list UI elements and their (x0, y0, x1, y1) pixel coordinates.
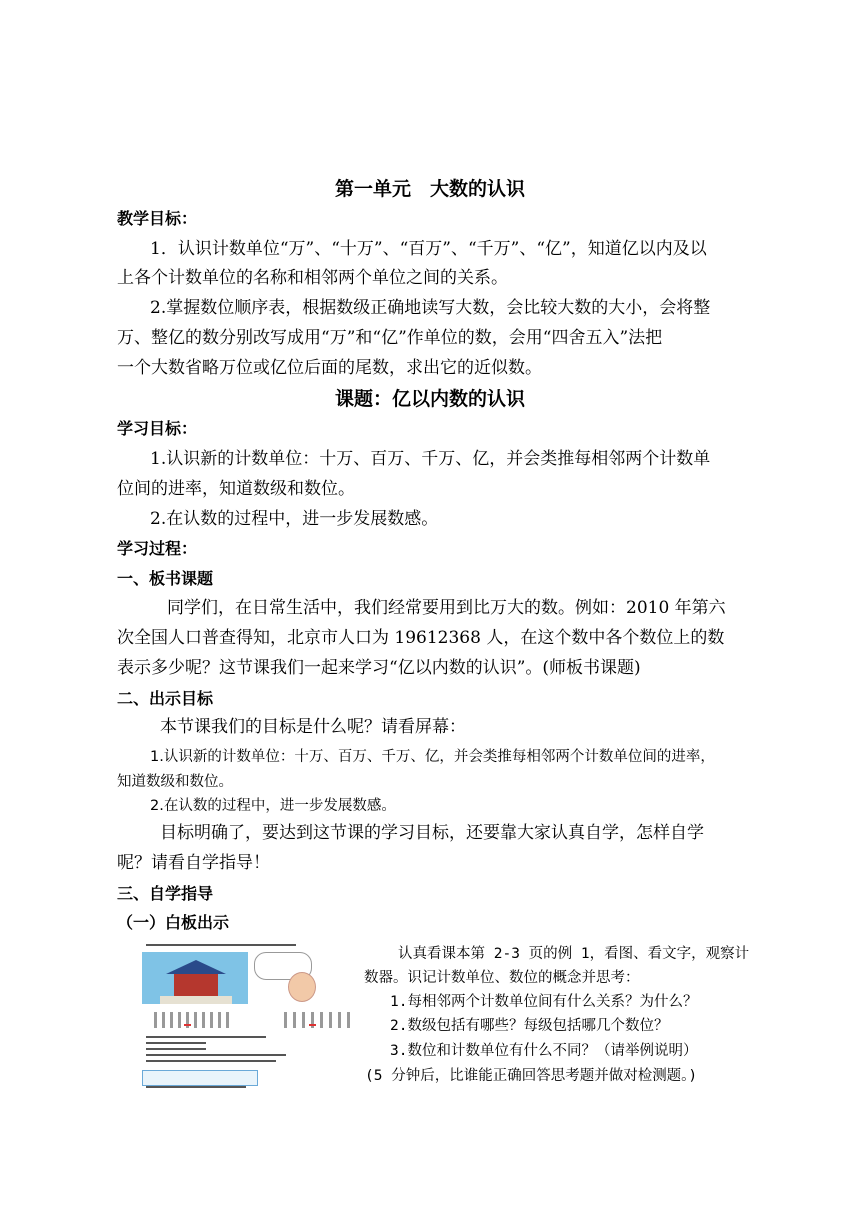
learning-goal-1-line-2: 位间的进率，知道数级和数位。 (117, 479, 355, 499)
counter-rod (170, 1012, 173, 1028)
counter-bead (309, 1024, 316, 1026)
counter-rod (210, 1012, 213, 1028)
section-2-heading: 二、出示目标 (117, 689, 214, 708)
screen-goal-line-3: 2.在认数的过程中，进一步发展数感。 (150, 798, 396, 814)
temple-body (174, 974, 218, 996)
section-2-closing-line-1: 目标明确了，要达到这节课的学习目标，还要靠大家认真自学，怎样自学 (160, 823, 704, 843)
counter-rod (226, 1012, 229, 1028)
counter-rod (320, 1012, 323, 1028)
textbook-illustration (138, 938, 358, 1088)
teaching-goal-2-line-1: 2.掌握数位顺序表，根据数级正确地读写大数，会比较大数的大小，会将整 (150, 298, 711, 318)
time-note: (5 分钟后，比谁能正确回答思考题并做对检测题。) (365, 1068, 698, 1084)
counter-rod (178, 1012, 181, 1028)
lesson-title: 课题：亿以内数的认识 (334, 388, 525, 410)
counter-rod (293, 1012, 296, 1028)
counter-rod (329, 1012, 332, 1028)
place-value-table (142, 1070, 258, 1086)
section-2-intro: 本节课我们的目标是什么呢？请看屏幕： (160, 717, 466, 737)
counter-bead (184, 1024, 191, 1026)
temple-roof (166, 960, 226, 974)
section-3-heading: 三、自学指导 (117, 884, 214, 903)
section-3-subheading: （一）白板出示 (117, 913, 230, 932)
screen-goal-line-1: 1.认识新的计数单位：十万、百万、千万、亿，并会类推每相邻两个计数单位间的进率， (150, 749, 715, 765)
reading-instruction-line-1: 认真看课本第 2-3 页的例 1，看图、看文字，观察计 (398, 946, 750, 962)
unit-title: 第一单元 大数的认识 (334, 178, 525, 200)
temple-base (160, 996, 232, 1004)
reading-instruction-line-2: 数器。识记计数单位、数位的概念并思考： (364, 970, 640, 986)
learning-goals-label: 学习目标： (117, 419, 198, 438)
counter-rod (284, 1012, 287, 1028)
question-3: 3.数位和计数单位有什么不同？（请举例说明） (390, 1043, 698, 1059)
illustration-text-line (146, 1054, 286, 1056)
counter-rod (194, 1012, 197, 1028)
illustration-text-line (146, 1048, 206, 1050)
illustration-text-line (146, 1042, 206, 1044)
question-2: 2.数级包括有哪些？每级包括哪几个数位？ (390, 1018, 669, 1034)
section-1-heading: 一、板书课题 (117, 569, 214, 588)
section-2-closing-line-2: 呢？请看自学指导！ (117, 853, 270, 873)
counter-rod (302, 1012, 305, 1028)
cartoon-child (288, 972, 316, 1002)
illustration-text-line (146, 1086, 246, 1088)
counter-rod (347, 1012, 350, 1028)
illustration-caption (146, 944, 296, 946)
illustration-text-line (146, 1036, 266, 1038)
counter-rod (202, 1012, 205, 1028)
counter-rod (162, 1012, 165, 1028)
learning-goal-2: 2.在认数的过程中，进一步发展数感。 (150, 509, 439, 529)
counter-rod (218, 1012, 221, 1028)
teaching-goals-label: 教学目标： (117, 209, 198, 228)
counter-rod (154, 1012, 157, 1028)
learning-goal-1-line-1: 1.认识新的计数单位：十万、百万、千万、亿，并会类推每相邻两个计数单 (150, 449, 711, 469)
teaching-goal-2-line-3: 一个大数省略万位或亿位后面的尾数，求出它的近似数。 (117, 358, 542, 378)
teaching-goal-1-line-1: 1．认识计数单位“万”、“十万”、“百万”、“千万”、“亿”，知道亿以内及以 (150, 239, 707, 259)
process-label: 学习过程： (117, 539, 198, 558)
teaching-goal-1-line-2: 上各个计数单位的名称和相邻两个单位之间的关系。 (117, 268, 508, 288)
question-1: 1.每相邻两个计数单位间有什么关系？为什么？ (390, 994, 698, 1010)
section-1-line-1: 同学们，在日常生活中，我们经常要用到比万大的数。例如：2010 年第六 (167, 598, 726, 618)
section-1-line-2: 次全国人口普查得知，北京市人口为 19612368 人，在这个数中各个数位上的数 (117, 628, 725, 648)
counter-rod (338, 1012, 341, 1028)
illustration-text-line (146, 1060, 276, 1062)
section-1-line-3: 表示多少呢？这节课我们一起来学习“亿以内数的认识”。(师板书课题) (117, 658, 641, 678)
teaching-goal-2-line-2: 万、整亿的数分别改写成用“万”和“亿”作单位的数，会用“四舍五入”法把 (117, 328, 663, 348)
screen-goal-line-2: 知道数级和数位。 (117, 774, 233, 790)
